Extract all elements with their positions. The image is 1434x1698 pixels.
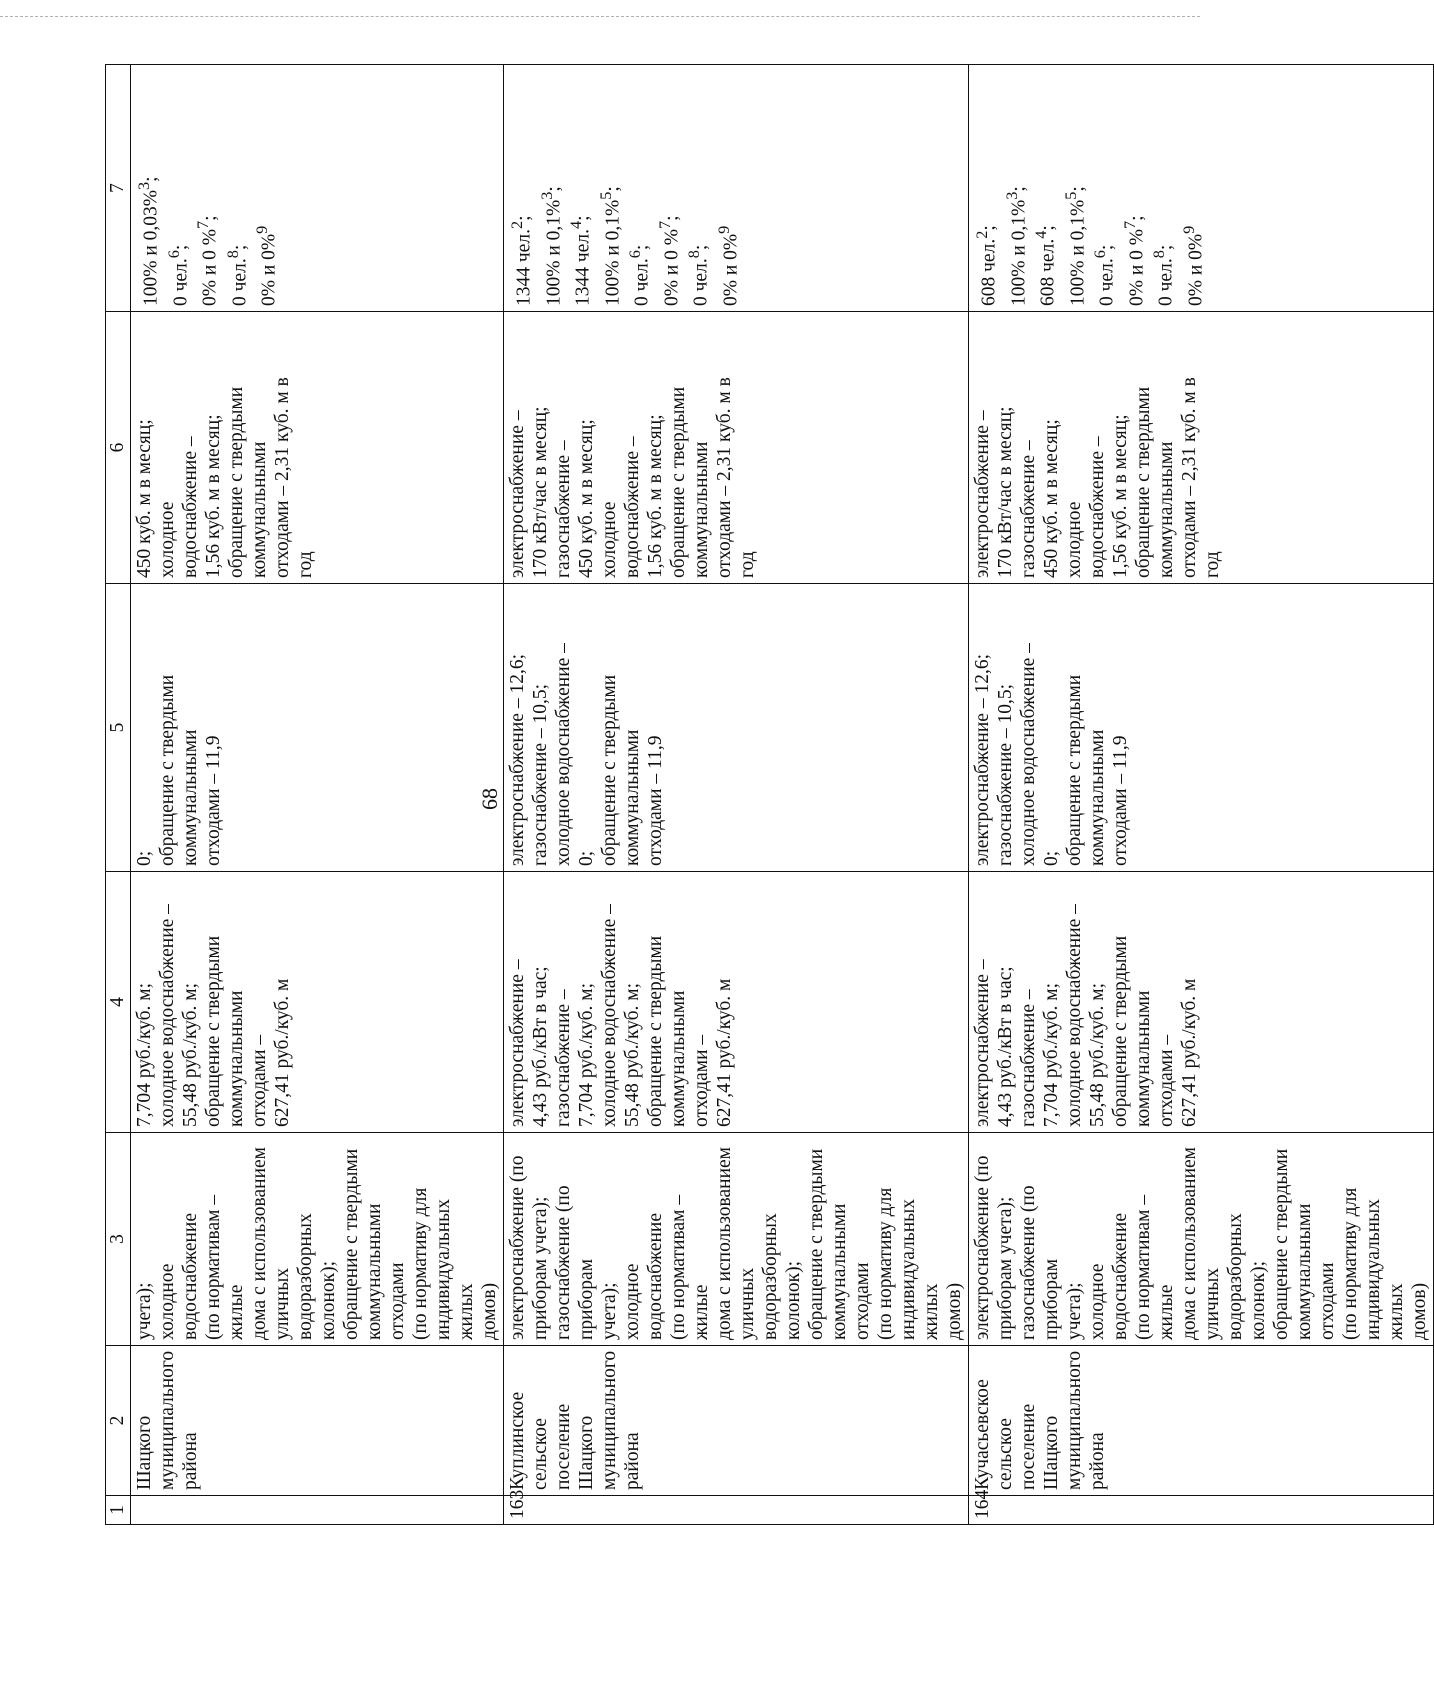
tariffs-cell: электроснабжение – 4,43 руб./кВт в час; газоснабжение – 7,704 руб./куб. м; холодное водоснабжение – 55,48 руб./куб. м; обращение с твердыми коммунальными отходами – 627,41 руб./куб. м — [969, 872, 1434, 1133]
settlement-cell: Куплинское сельское поселение Шацкого муниципального района — [504, 1346, 969, 1496]
column-header-4: 4 — [106, 872, 131, 1133]
settlement-cell: Шацкого муниципального района — [131, 1346, 504, 1496]
population-share-cell — [504, 65, 969, 312]
growth-index-cell: 0; обращение с твердыми коммунальными отходами – 11,9 — [131, 584, 504, 872]
table-row — [504, 65, 969, 1525]
consumption-volume-cell: 450 куб. м в месяц; холодное водоснабжение – 1,56 куб. м в месяц; обращение с твердыми коммунальными отходами – 2,31 куб. м в год — [131, 312, 504, 584]
population-line: 0% и 0%$^9$ — [714, 225, 741, 306]
population-line: 100% и 0,1%$^3$; — [537, 186, 564, 306]
population-line: 0 чел.$^6$; — [164, 244, 191, 306]
column-header-3: 3 — [106, 1133, 131, 1346]
tariffs-cell: 7,704 руб./куб. м; холодное водоснабжение – 55,48 руб./куб. м; обращение с твердыми коммунальными отходами – 627,41 руб./куб. м — [131, 872, 504, 1133]
growth-index-cell: электроснабжение – 12,6; газоснабжение – 10,5; холодное водоснабжение – 0; обращение с твердыми коммунальными отходами – 11,9 — [504, 584, 969, 872]
population-line: 608 чел.$^2$; — [973, 225, 1000, 306]
services-cell: учета); холодное водоснабжение (по нормативам – жилые дома с использованием уличных водоразборных колонок); обращение с твердыми коммунальными отходами (по нормативу для индивидуальных жилых домов) — [131, 1133, 504, 1346]
population-share-cell — [131, 65, 504, 312]
population-line: 1344 чел.$^4$; — [567, 215, 594, 306]
population-line: 608 чел.$^4$; — [1032, 225, 1059, 306]
column-header-5: 5 — [106, 584, 131, 872]
consumption-volume-cell: электроснабжение – 170 кВт/час в месяц; газоснабжение – 450 куб. м в месяц; холодное водоснабжение – 1,56 куб. м в месяц; обращение с твердыми коммунальными отходами – 2,31 куб. м в год — [969, 312, 1434, 584]
page-number: 68 — [477, 788, 502, 810]
population-line: 0% и 0 %$^7$; — [655, 215, 682, 306]
population-line: 100% и 0,03%$^3$; — [135, 176, 162, 306]
row-number-cell: 163 — [504, 1496, 969, 1525]
population-line: 100% и 0,1%$^3$; — [1002, 186, 1029, 306]
settlement-cell: Кучасьевское сельское поселение Шацкого муниципального района — [969, 1346, 1434, 1496]
column-header-1: 1 — [106, 1496, 131, 1525]
population-line: 0% и 0 %$^7$; — [1120, 215, 1147, 306]
consumption-volume-cell: электроснабжение – 170 кВт/час в месяц; газоснабжение – 450 куб. м в месяц; холодное водоснабжение – 1,56 куб. м в месяц; обращение с твердыми коммунальными отходами – 2,31 куб. м в год — [504, 312, 969, 584]
table-row — [131, 65, 504, 1525]
population-line: 100% и 0,1%$^5$; — [596, 186, 623, 306]
population-line: 0% и 0 %$^7$; — [194, 215, 221, 306]
column-header-2: 2 — [106, 1346, 131, 1496]
population-line: 0 чел.$^8$; — [1150, 244, 1177, 306]
tariffs-cell: электроснабжение – 4,43 руб./кВт в час; газоснабжение – 7,704 руб./куб. м; холодное водоснабжение – 55,48 руб./куб. м; обращение с твердыми коммунальными отходами – 627,41 руб./куб. м — [504, 872, 969, 1133]
row-number-cell — [131, 1496, 504, 1525]
table-row — [969, 65, 1434, 1525]
population-share-cell — [969, 65, 1434, 312]
table-stage — [105, 65, 1430, 1525]
header-row — [106, 65, 131, 1525]
services-cell: электроснабжение (по приборам учета); газоснабжение (по приборам учета); холодное водоснабжение (по нормативам – жилые дома с использованием уличных водоразборных колонок); обращение с твердыми коммунальными отходами (по нормативу для индивидуальных жилых домов) — [969, 1133, 1434, 1346]
growth-index-cell: электроснабжение – 12,6; газоснабжение – 10,5; холодное водоснабжение – 0; обращение с твердыми коммунальными отходами – 11,9 — [969, 584, 1434, 872]
column-header-7: 7 — [106, 65, 131, 312]
population-line: 0 чел.$^8$; — [685, 244, 712, 306]
population-line: 0 чел.$^6$; — [1091, 244, 1118, 306]
column-header-6: 6 — [106, 312, 131, 584]
population-line: 0 чел.$^6$; — [626, 244, 653, 306]
population-line: 100% и 0,1%$^5$; — [1061, 186, 1088, 306]
population-line: 0% и 0%$^9$ — [1179, 225, 1206, 306]
services-cell: электроснабжение (по приборам учета); газоснабжение (по приборам учета); холодное водоснабжение (по нормативам – жилые дома с использованием уличных водоразборных колонок); обращение с твердыми коммунальными отходами (по нормативу для индивидуальных жилых домов) — [504, 1133, 969, 1346]
data-table — [105, 64, 1434, 1525]
scan-edge-line — [0, 16, 1200, 17]
population-line: 0% и 0%$^9$ — [253, 225, 280, 306]
row-number-cell: 164 — [969, 1496, 1434, 1525]
population-line: 1344 чел.$^2$; — [508, 215, 535, 306]
population-line: 0 чел.$^8$; — [223, 244, 250, 306]
